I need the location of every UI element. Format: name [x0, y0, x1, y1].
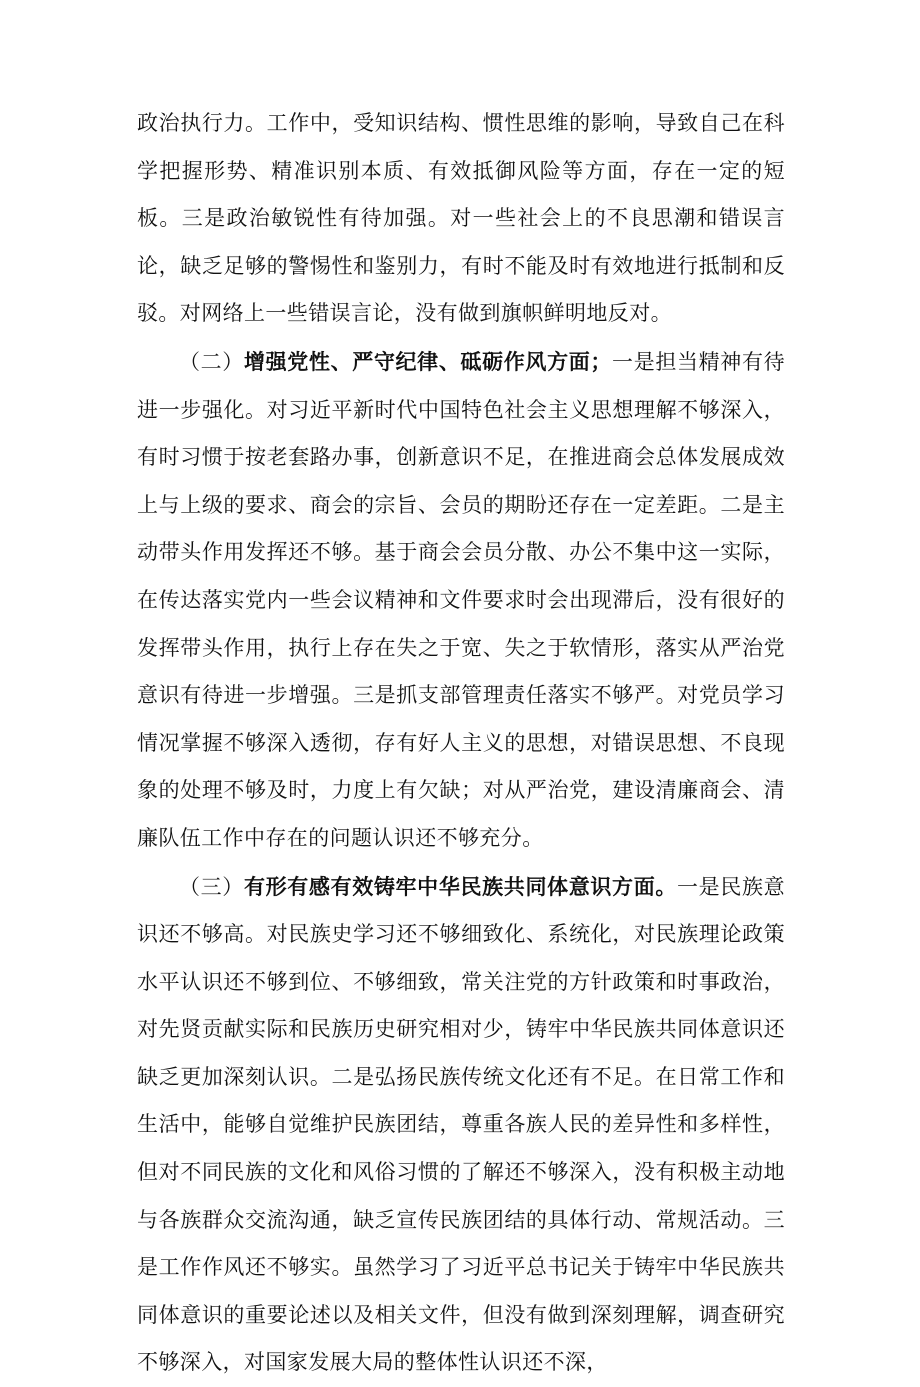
document-body [137, 100, 785, 1387]
section-two-heading: 增强党性、严守纪律、砥砺作风方面； [244, 349, 612, 374]
section-three-heading: 有形有感有效铸牢中华民族共同体意识方面。 [244, 874, 677, 899]
section-two-text: 一是担当精神有待进一步强化。对习近平新时代中国特色社会主义思想理解不够深入，有时习惯于按老套路办事，创新意识不足，在推进商会总体发展成效上与上级的要求、商会的宗旨、会员的期盼还存在一定差距。二是主动带头作用发挥还不够。基于商会会员分散、办公不集中这一实际，在传达落实党内一些会议精神和文件要求时会出现滞后，没有很好的发挥带头作用，执行上存在失之于宽、失之于软情形，落实从严治党意识有待进一步增强。三是抓支部管理责任落实不够严。对党员学习情况掌握不够深入透彻，存有好人主义的思想，对错误思想、不良现象的处理不够及时，力度上有欠缺；对从严治党，建设清廉商会、清廉队伍工作中存在的问题认识还不够充分。 [137, 350, 785, 850]
paragraph-1-text: 政治执行力。工作中，受知识结构、惯性思维的影响，导致自己在科学把握形势、精准识别本质、有效抵御风险等方面，存在一定的短板。三是政治敏锐性有待加强。对一些社会上的不良思潮和错误言论，缺乏足够的警惕性和鉴别力，有时不能及时有效地进行抵制和反驳。对网络上一些错误言论，没有做到旗帜鲜明地反对。 [137, 111, 785, 325]
paragraph-section-two [137, 338, 785, 863]
section-three-number: （三） [179, 875, 244, 899]
paragraph-section-three [137, 863, 785, 1387]
paragraph-continuation [137, 100, 785, 338]
section-two-number: （二） [179, 350, 244, 374]
section-three-text: 一是民族意识还不够高。对民族史学习还不够细致化、系统化，对民族理论政策水平认识还不够到位、不够细致，常关注党的方针政策和时事政治，对先贤贡献实际和民族历史研究相对少，铸牢中华民族共同体意识还缺乏更加深刻认识。二是弘扬民族传统文化还有不足。在日常工作和生活中，能够自觉维护民族团结，尊重各族人民的差异性和多样性，但对不同民族的文化和风俗习惯的了解还不够深入，没有积极主动地与各族群众交流沟通，缺乏宣传民族团结的具体行动、常规活动。三是工作作风还不够实。虽然学习了习近平总书记关于铸牢中华民族共同体意识的重要论述以及相关文件，但没有做到深刻理解，调查研究不够深入，对国家发展大局的整体性认识还不深， [137, 875, 785, 1375]
